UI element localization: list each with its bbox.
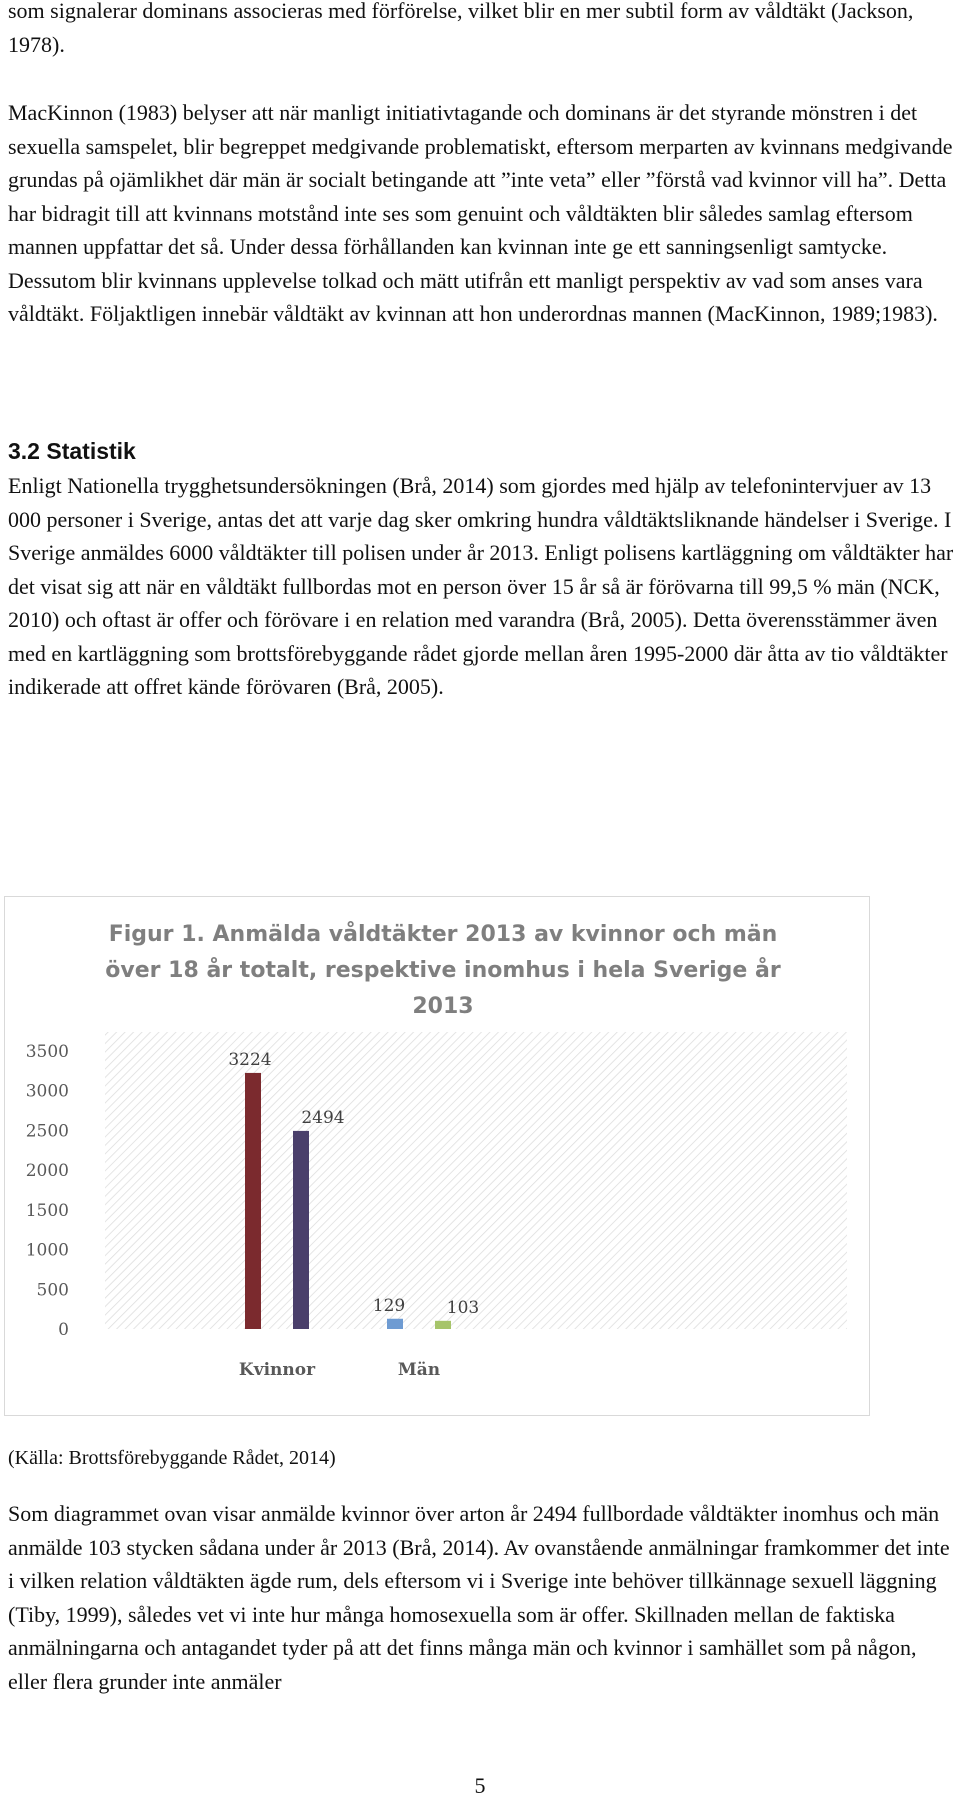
paragraph-mackinnon-text: MacKinnon (1983) belyser att när manligt initiativtagande och dominans är det styrande mönstren i det sexuella samspelet, blir begreppet medgivande problematiskt, eftersom merparten av kvinnans medgivande grundas på ojämlikhet där män är socialt betingande att ”inte veta” eller ”förstå vad kvinnor vill ha”. Detta har bidragit till att kvinnans motstånd inte ses som genuint och våldtäkten blir således samlag eftersom mannen uppfattar det så. Under dessa förhållanden kan kvinnan inte ge ett sanningsenligt samtycke. Dessutom blir kvinnans upplevelse tolkad och mätt utifrån ett manligt perspektiv av vad som anses vara våldtäkt. Följaktligen innebär våldtäkt av kvinnan att hon underordnas mannen (MacKinnon, 1989;1983). [8,100,953,326]
paragraph-after-chart [8,1497,960,1698]
chart-title-line: Figur 1. Anmälda våldtäkter 2013 av kvinnor och män [108,922,778,947]
chart-title-line: över 18 år totalt, respektive inomhus i hela Sverige år [105,958,781,983]
chart-title-line: 2013 [412,994,474,1019]
data-label: 3224 [228,1049,272,1070]
bar-män-0 [387,1319,403,1329]
category-labels [239,1360,440,1380]
paragraph-statistik-text: Enligt Nationella trygghetsundersökningen (Brå, 2014) som gjordes med hjälp av telefonintervjuer av 13 000 personer i Sverige, antas det att varje dag sker omkring hundra våldtäktsliknande händelser i Sverige. I Sverige anmäldes 6000 våldtäkter till polisen under år 2013. Enligt polisens kartläggning om våldtäkter har det visat sig att när en våldtäkt fullbordas mot en person över 15 år så är förövarna till 99,5 % män (NCK, 2010) och oftast är offer och förövare i en relation med varandra (Brå, 2005). Detta överensstämmer även med en kartläggning som brottsförebyggande rådet gjorde mellan åren 1995-2000 där åtta av tio våldtäkter indikerade att offret kände förövaren (Brå, 2005). [8,473,954,699]
paragraph-mackinnon [8,96,960,331]
paragraph-top [8,0,960,61]
data-label: 129 [372,1295,406,1316]
page-number: 5 [474,1773,486,1798]
bar-män-1 [435,1321,451,1329]
y-tick-label: 3500 [25,1042,69,1062]
chart-title [105,921,781,1019]
y-tick-label: 2000 [25,1161,69,1182]
y-axis-ticks [26,1042,69,1340]
y-tick-label: 1000 [25,1240,69,1261]
category-label: Män [397,1360,441,1380]
category-label: Kvinnor [238,1360,316,1380]
data-label: 2494 [301,1107,345,1128]
y-tick-label: 3000 [25,1081,69,1102]
figure-chart [4,896,870,1416]
y-tick-label: 500 [36,1280,69,1301]
paragraph-after-chart-text: Som diagrammet ovan visar anmälde kvinnor över arton år 2494 fullbordade våldtäkter inomhus och män anmälde 103 stycken sådana under år 2013 (Brå, 2014). Av ovanstående anmälningar framkommer det inte i vilken relation våldtäkten ägde rum, dels eftersom vi i Sverige inte behöver tillkännage sexuell läggning (Tiby, 1999), således vet vi inte hur många homosexuella som är offer. Skillnaden mellan de faktiska anmälningarna och antagandet tyder på att det finns många män och kvinnor i samhället som på någon, eller flera grunder inte anmäler [8,1501,950,1694]
bar-chart [5,897,869,1415]
bar-kvinnor-1 [293,1131,309,1329]
section-heading: 3.2 Statistik [8,438,136,464]
y-tick-label: 2500 [25,1121,69,1142]
y-tick-label: 1500 [25,1200,69,1221]
bar-kvinnor-0 [245,1073,261,1329]
data-label: 103 [446,1297,480,1318]
paragraph-statistik [8,469,960,704]
source-note: (Källa: Brottsförebyggande Rådet, 2014) [8,1447,336,1469]
plot-area [105,1032,847,1329]
paragraph-top-text: som signalerar dominans associeras med förförelse, vilket blir en mer subtil form av våldtäkt (Jackson, 1978). [8,0,914,57]
y-tick-label: 0 [58,1320,69,1340]
